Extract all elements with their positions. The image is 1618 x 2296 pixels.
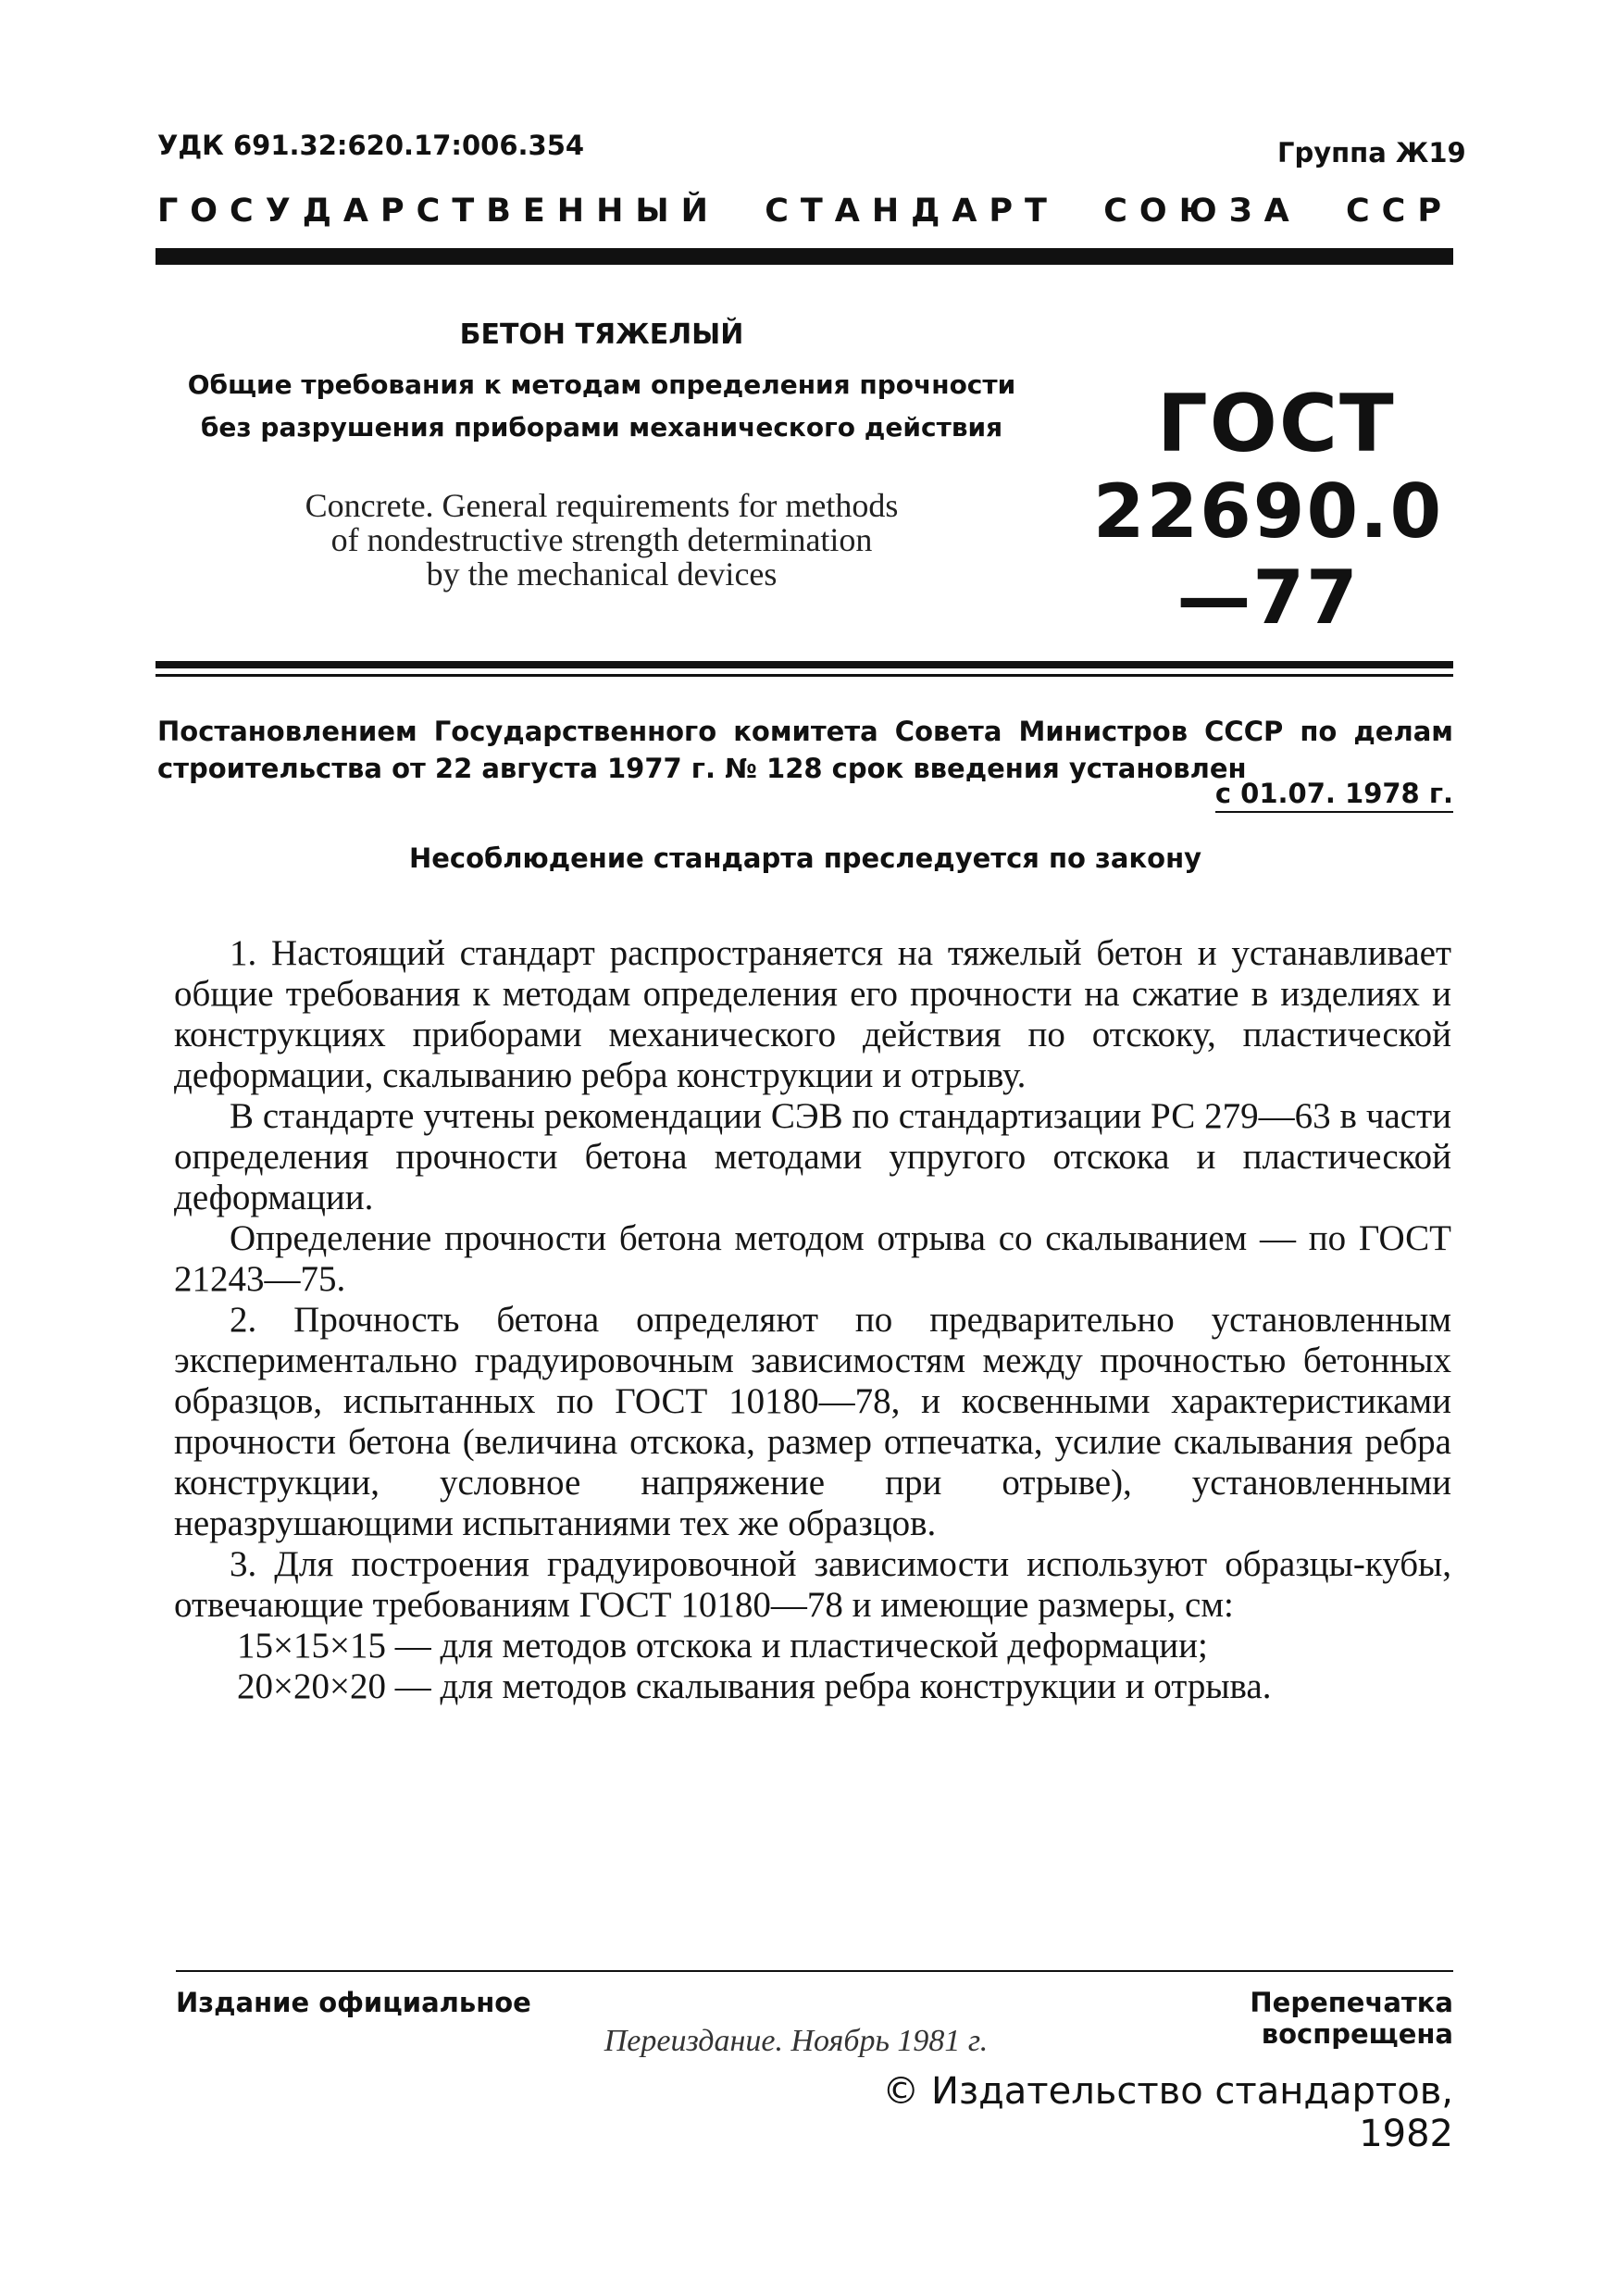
english-title-line: Concrete. General requirements for methods [305, 487, 899, 524]
clause-paragraph: 15×15×15 — для методов отскока и пластической деформации; [237, 1626, 1208, 1666]
header-rule [156, 248, 1453, 265]
clause-paragraph: 1. Настоящий стандарт распространяется на тяжелый бетон и устанавливает общие требования к методам определения его прочности на сжатие в изделиях и конструкциях приборами механического действия по отскоку, пластической деформации, скалыванию ребра конструкции и отрыву. [174, 933, 1451, 1095]
standard-word: ГОСУДАРСТВЕННЫЙ [157, 193, 720, 230]
edition-note: Издание официальное [176, 1987, 531, 2018]
group-code: Группа Ж19 [1277, 137, 1466, 168]
reprint-note: Перепечатка воспрещена [1250, 1987, 1453, 2050]
clause-paragraph: 2. Прочность бетона определяют по предварительно установленным экспериментально градуировочным зависимостям между прочностью бетонных образцов, испытанных по ГОСТ 10180—78, и косвенными характеристиками прочности бетона (величина отскока, размер отпечатка, усилие скалывания ребра конструкции, условное напряжение при отрыве), установленными неразрушающими испытаниями тех же образцов. [174, 1300, 1451, 1543]
effective-date-value: с 01.07. 1978 г. [1215, 778, 1453, 813]
clause-paragraph: В стандарте учтены рекомендации СЭВ по стандартизации РС 279—63 в части определения прочности бетона методами упругого отскока и пластической деформации. [174, 1096, 1451, 1217]
decree-text: Постановлением Государственного комитета Совета Министров СССР по делам строительства от 22 августа 1977 г. № 128 срок введения установлен [157, 716, 1453, 784]
title-block [157, 318, 1046, 449]
publisher-copyright: © Издательство стандартов, 1982 [882, 2070, 1453, 2155]
clause-paragraph: Определение прочности бетона методом отрыва со скалыванием — по ГОСТ 21243—75. [174, 1218, 1451, 1299]
english-title-line: of nondestructive strength determination [330, 521, 873, 558]
document-title: БЕТОН ТЯЖЕЛЫЙ [459, 318, 744, 351]
standard-body [174, 933, 1451, 1707]
reissue-note: Переиздание. Ноябрь 1981 г. [604, 2024, 989, 2058]
title-rule-thin [156, 674, 1453, 677]
title-rule-thick [156, 661, 1453, 668]
standard-word: ССР [1345, 193, 1453, 230]
gost-label: ГОСТ [1157, 378, 1396, 470]
footer-rule [176, 1970, 1453, 1972]
clause-paragraph: 3. Для построения градуировочной зависимости используют образцы-кубы, отвечающие требованиям ГОСТ 10180—78 и имеющие размеры, см: [174, 1544, 1451, 1625]
standard-word: СОЮЗА [1103, 193, 1301, 230]
title-subtitle-line: Общие требования к методам определения прочности [187, 369, 1016, 400]
title-subtitle-line: без разрушения приборами механического действия [200, 412, 1003, 443]
english-title-line: by the mechanical devices [426, 555, 778, 593]
udk-code: УДК 691.32:620.17:006.354 [157, 130, 585, 161]
standard-header [157, 193, 1453, 230]
effective-date [1101, 778, 1453, 809]
standard-word: СТАНДАРТ [765, 193, 1059, 230]
gost-number: 22690.0—77 [1092, 468, 1444, 641]
legal-notice: Несоблюдение стандарта преследуется по закону [408, 842, 1202, 874]
clause-paragraph: 20×20×20 — для методов скалывания ребра конструкции и отрыва. [237, 1666, 1272, 1706]
english-title [213, 489, 990, 592]
